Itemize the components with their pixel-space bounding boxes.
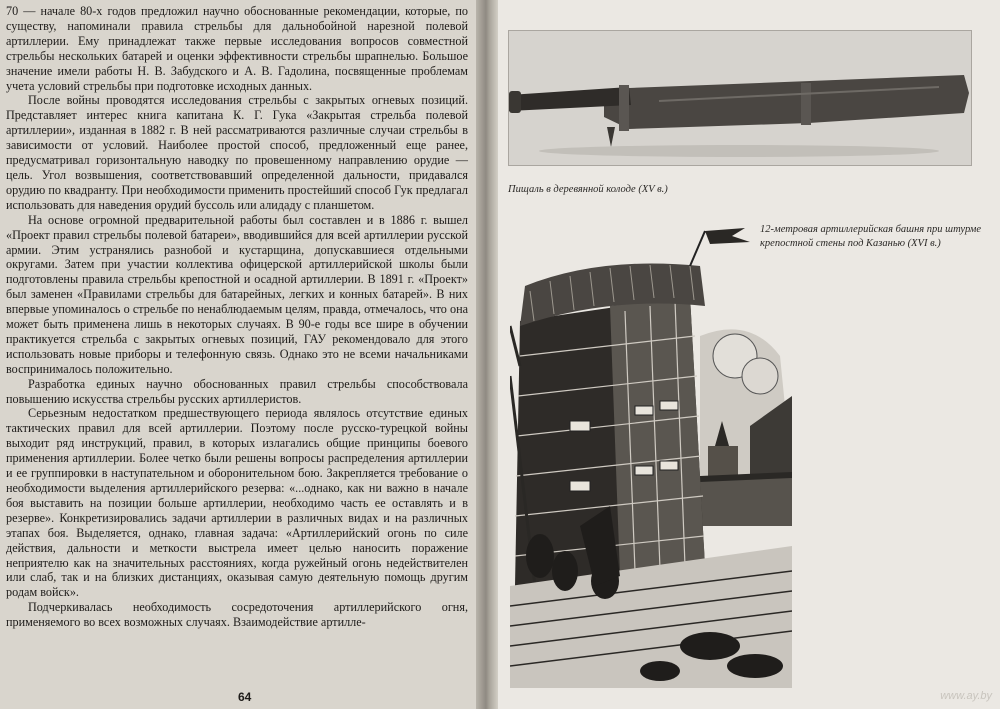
pishchal-drawing (509, 31, 971, 165)
right-page (498, 0, 1000, 709)
paragraph: Разработка единых научно обоснованных правил стрельбы способствовала повышению искусства стрельбы русских артиллеристов. (6, 376, 468, 406)
siege-tower-illustration (510, 226, 792, 688)
paragraph: После войны проводятся исследования стрельбы с закрытых огневых позиций. Представляет интерес книга капитана К. Г. Гука «Закрытая стрельба полевой артиллерии», изданная в 1882 г. В ней рассматриваются различные случаи стрельбы в зависимости от условий. Наиболее простой способ, предложенный еще ранее, предусматривал горизонтальную наводку по провешенному направлению орудие — цель. Угол возвышения, соответствовавший определенной дальности, придавался орудию по квадранту. При необходимости применить простейший способ Гук предлагал использовать для наведения орудий буссоль или алидаду с планшетом. (6, 93, 468, 212)
pishchal-photo (508, 30, 972, 166)
paragraph: Серьезным недостатком предшествующего периода являлось отсутствие единых тактических правил для всей артиллерии. Поэтому после русско-турецкой войны выходит ряд инструкций, правил, в которых излагались общие принципы боевого применения артиллерии. Более четко были решены вопросы распределения артиллерии и ее группировки в наступательном и оборонительном бою. Закрепляется требование о необходимости выделения артиллерийского резерва: «...однако, как ни важно в начале боя выставить на позиции больше артиллерии, необходимо часть ее оставлять и в резерве». Конкретизировались задачи артиллерии в различных видах и на различных этапах боя. Выделяется, однако, главная задача: «Артиллерийский огонь по силе действия, дальности и меткости выстрела имеет целью наносить поражение неприятелю как на значительных расстояниях, когда ружейный огонь недействителен или слаб, так и на близких дистанциях, оказывая самую деятельную помощь другим родам войск». (6, 406, 468, 600)
paragraph: Подчеркивалась необходимость сосредоточения артиллерийского огня, применяемого во всех возможных случаях. Взаимодействие артилле- (6, 600, 468, 630)
body-text (6, 4, 468, 630)
watermark: www.ay.by (940, 690, 992, 702)
caption-siege-tower: 12-метровая артиллерийская башня при штурме крепостной стены под Казанью (XVI в.) (760, 224, 982, 249)
caption-pishchal: Пищаль в деревянной колоде (XV в.) (508, 184, 668, 195)
page-number: 64 (238, 690, 252, 704)
paragraph: На основе огромной предварительной работы был составлен и в 1886 г. вышел «Проект правил стрельбы полевой батареи», вводившийся для всей артиллерии русской армии. Этим устранялись разнобой и кустарщина, допускавшиеся отдельными округами. Затем при участии коллектива офицерской артиллерийской школы были подготовлены правила стрельбы крепостной и осадной артиллерии. В 1891 г. «Проект» был заменен «Правилами стрельбы для батарейных, легких и конных батарей». В них впервые упоминалось о стрельбе по ненаблюдаемым целям, правда, отмечалось, что она может быть применена лишь в некоторых случаях. В 90-е годы все шире в обучении практикуется стрельба с закрытых огневых позиций, ГАУ рекомендовало для этого использовать новые приборы и телефонную связь. Однако это не всеми начальниками воспринималось положительно. (6, 212, 468, 376)
book-gutter (476, 0, 498, 709)
paragraph: 70 — начале 80-х годов предложил научно обоснованные рекомендации, которые, по существу, напоминали правила стрельбы для дальнобойной нарезной полевой артиллерии. Ему принадлежат также первые исследования вопросов совместной стрельбы нескольких батарей и оценки эффективности стрельбы шрапнелью. Большое значение имели работы Н. В. Забудского и А. В. Гадолина, посвященные проблемам учета условий стрельбы при подготовке исходных данных. (6, 4, 468, 93)
siege-tower-drawing (510, 226, 792, 688)
left-page (0, 0, 476, 709)
